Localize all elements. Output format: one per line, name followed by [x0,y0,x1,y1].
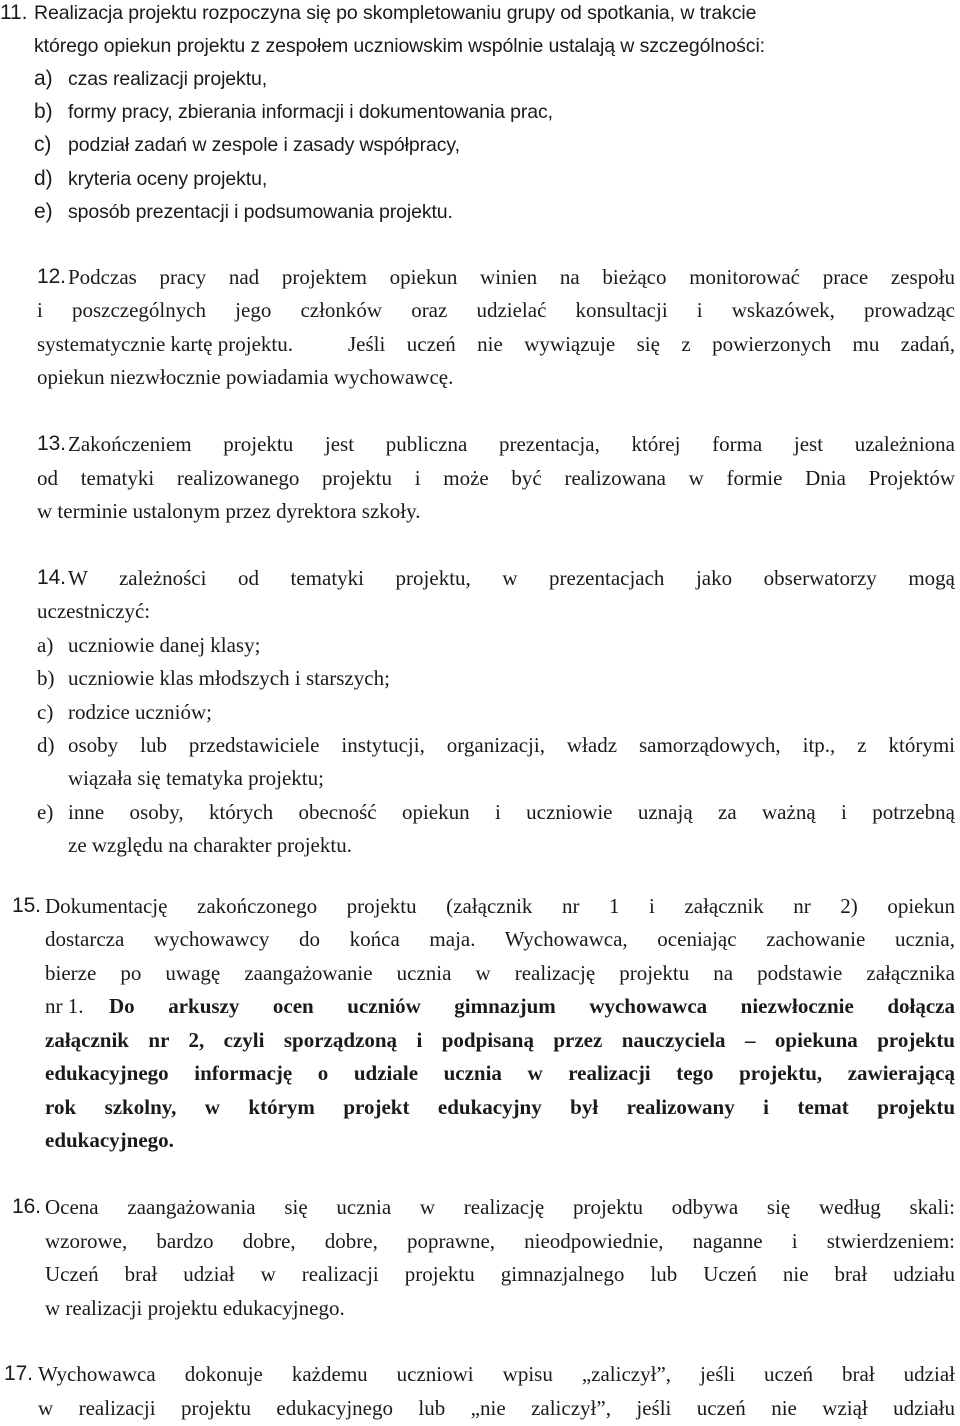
paragraph-line: w terminie ustalonym przez dyrektora szkoły. [37,499,421,523]
paragraph-bold-line: załącznik nr 2, czyli sporządzoną i podpisaną przez nauczyciela – opiekuna projektu [45,1028,955,1052]
paragraph-line: Ocena zaangażowania się ucznia w realizację projektu odbywa się według skali: [45,1195,955,1219]
paragraph-line: Zakończeniem projektu jest publiczna prezentacja, której forma jest uzależniona [68,432,955,456]
list-item: kryteria oceny projektu, [68,168,268,190]
paragraph-bold-line: rok szkolny, w którym projekt edukacyjny był realizowany i temat projektu [45,1095,955,1119]
paragraph-line: nr 1. [45,994,84,1018]
paragraph-line: opiekun niezwłocznie powiadamia wychowawcę. [37,365,454,389]
list-letter: e) [34,200,53,223]
paragraph-line: Wychowawca dokonuje każdemu uczniowi wpisu „zaliczył”, jeśli uczeń brał udział [38,1362,955,1386]
paragraph-bold-line: edukacyjnego informację o udziale ucznia w realizacji tego projektu, zawierającą [45,1061,955,1085]
list-item: czas realizacji projektu, [68,68,268,90]
list-item: rodzice uczniów; [68,700,213,724]
paragraph-line: Jeśli uczeń nie wywiązuje się z powierzonych mu zadań, [348,332,955,356]
paragraph-line: systematycznie kartę projektu. [37,332,293,356]
paragraph-bold-line: Do arkuszy ocen uczniów gimnazjum wychowawca niezwłocznie dołącza [109,994,955,1018]
list-item: podział zadań w zespole i zasady współpracy, [68,134,460,156]
list-item: uczniowie klas młodszych i starszych; [68,666,390,690]
paragraph-line: od tematyki realizowanego projektu i może być realizowana w formie Dnia Projektów [37,466,955,490]
list-letter: e) [37,800,54,824]
list-letter: a) [34,67,53,90]
list-item-continuation: wiązała się tematyka projektu; [68,766,324,790]
list-letter: b) [37,666,55,690]
list-letter: c) [34,133,52,156]
list-letter: c) [37,700,54,724]
paragraph-line: w realizacji projektu edukacyjnego. [45,1296,345,1320]
list-item: sposób prezentacji i podsumowania projektu. [68,201,453,223]
paragraph-number: 11. [0,1,28,24]
paragraph-line: uczestniczyć: [37,599,151,623]
paragraph-line: i poszczególnych jego członków oraz udzielać konsultacji i wskazówek, prowadząc [37,298,955,322]
list-letter: d) [34,167,53,190]
paragraph-line: Realizacja projektu rozpoczyna się po skompletowaniu grupy od spotkania, w trakcie [34,2,757,24]
list-item: osoby lub przedstawiciele instytucji, organizacji, władz samorządowych, itp., z którymi [68,733,955,757]
paragraph-number: 13. [37,432,66,455]
paragraph-number: 12. [37,265,66,288]
paragraph-line: którego opiekun projektu z zespołem uczniowskim wspólnie ustalają w szczególności: [34,35,765,57]
paragraph-line: wzorowe, bardzo dobre, dobre, poprawne, nieodpowiednie, naganne i stwierdzeniem: [45,1229,955,1253]
paragraph-line: Podczas pracy nad projektem opiekun winien na bieżąco monitorować prace zespołu [68,265,955,289]
paragraph-number: 15. [12,894,41,917]
paragraph-line: bierze po uwagę zaangażowanie ucznia w realizację projektu na podstawie załącznika [45,961,955,985]
list-letter: d) [37,733,55,757]
paragraph-line: dostarcza wychowawcy do końca maja. Wychowawca, oceniając zachowanie ucznia, [45,927,955,951]
list-letter: a) [37,633,54,657]
paragraph-line: Dokumentację zakończonego projektu (załącznik nr 1 i załącznik nr 2) opiekun [45,894,955,918]
paragraph-line: W zależności od tematyki projektu, w prezentacjach jako obserwatorzy mogą [68,566,955,590]
paragraph-number: 16. [12,1195,41,1218]
list-item: formy pracy, zbierania informacji i dokumentowania prac, [68,101,553,123]
paragraph-number: 17. [4,1362,33,1385]
paragraph-bold-line: edukacyjnego. [45,1128,174,1152]
paragraph-line: w realizacji projektu edukacyjnego lub „nie zaliczył”, jeśli uczeń nie wziął udziału [38,1396,955,1420]
list-item: inne osoby, których obecność opiekun i uczniowie uznają za ważną i potrzebną [68,800,955,824]
paragraph-number: 14. [37,566,66,589]
list-item-continuation: ze względu na charakter projektu. [68,833,352,857]
list-letter: b) [34,100,53,123]
list-item: uczniowie danej klasy; [68,633,261,657]
paragraph-line: Uczeń brał udział w realizacji projektu gimnazjalnego lub Uczeń nie brał udziału [45,1262,955,1286]
